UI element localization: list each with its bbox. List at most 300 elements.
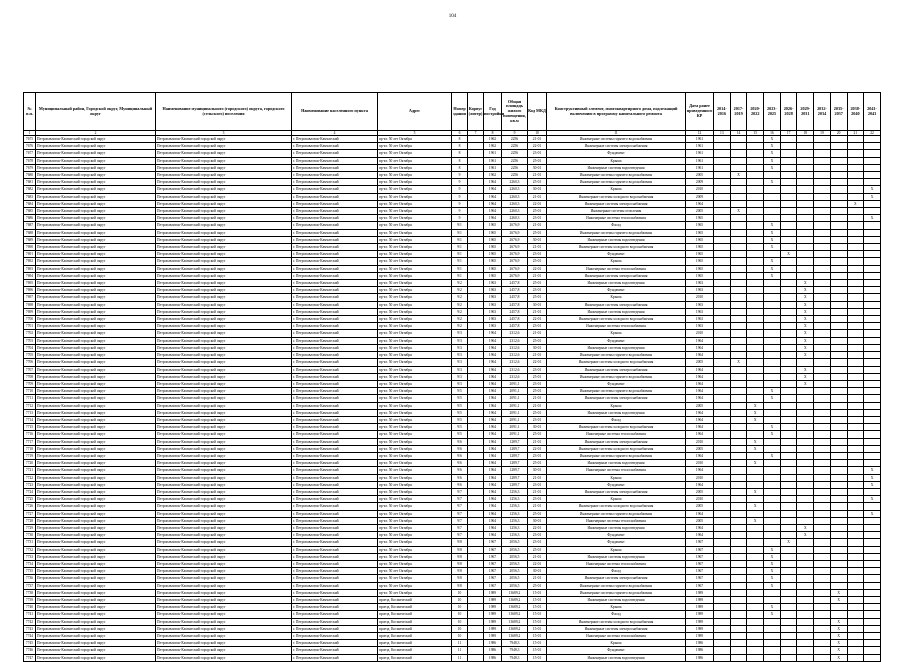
build-year-cell: 1964 bbox=[484, 352, 502, 359]
period-cell bbox=[780, 208, 797, 215]
element-cell: Инженерные системы водоотведения bbox=[547, 524, 686, 531]
last-repair-cell: 1986 bbox=[686, 640, 714, 647]
period-cell bbox=[747, 481, 764, 488]
period-cell bbox=[780, 517, 797, 524]
period-cell bbox=[864, 323, 881, 330]
element-cell: Инженерные системы холодного водоснабжения bbox=[547, 445, 686, 452]
area-cell: 2457,8 bbox=[502, 323, 528, 330]
table-row bbox=[24, 409, 881, 416]
address-cell: пр-кт. 50 лет Октября bbox=[378, 229, 452, 236]
period-cell bbox=[797, 424, 814, 431]
period-cell bbox=[780, 157, 797, 164]
code-cell: 21-01 bbox=[528, 402, 547, 409]
last-repair-cell: 1965 bbox=[686, 215, 714, 222]
last-repair-cell: 2010 bbox=[686, 496, 714, 503]
district-cell: Петропавловск-Камчатский городской округ bbox=[36, 589, 156, 596]
municipality-cell: Петропавловск-Камчатский городской округ bbox=[156, 524, 292, 531]
last-repair-cell: 2010 bbox=[686, 438, 714, 445]
settlement-cell: г. Петропавловск-Камчатский bbox=[292, 380, 378, 387]
settlement-cell: г. Петропавловск-Камчатский bbox=[292, 474, 378, 481]
building-number-cell: 9/1 bbox=[452, 272, 468, 279]
period-cell bbox=[780, 258, 797, 265]
building-corpus-cell bbox=[468, 366, 484, 373]
period-cell bbox=[714, 647, 731, 654]
period-cell bbox=[714, 510, 731, 517]
period-cell bbox=[814, 388, 831, 395]
settlement-cell: г. Петропавловск-Камчатский bbox=[292, 524, 378, 531]
address-cell: пр-кт. 50 лет Октября bbox=[378, 323, 452, 330]
period-cell bbox=[730, 474, 747, 481]
building-corpus-cell bbox=[468, 416, 484, 423]
period-cell bbox=[780, 524, 797, 531]
period-mark: X bbox=[864, 496, 881, 503]
period-cell bbox=[864, 517, 881, 524]
last-repair-cell: 2005 bbox=[686, 445, 714, 452]
row-number: 7699 bbox=[24, 308, 36, 315]
build-year-cell: 1964 bbox=[484, 524, 502, 531]
area-cell: 1256,3 bbox=[502, 524, 528, 531]
last-repair-cell: 1967 bbox=[686, 582, 714, 589]
building-number-cell: 9/1 bbox=[452, 244, 468, 251]
build-year-cell: 1986 bbox=[484, 654, 502, 661]
building-number-cell: 10 bbox=[452, 604, 468, 611]
build-year-cell: 1989 bbox=[484, 618, 502, 625]
address-cell: пр-кт. 50 лет Октября bbox=[378, 409, 452, 416]
last-repair-cell: 2010 bbox=[686, 186, 714, 193]
last-repair-cell: 2009 bbox=[686, 193, 714, 200]
area-cell: 2676,9 bbox=[502, 244, 528, 251]
build-year-cell: 1964 bbox=[484, 409, 502, 416]
period-mark: X bbox=[797, 301, 814, 308]
period-cell bbox=[797, 582, 814, 589]
period-cell bbox=[780, 179, 797, 186]
element-cell: Инженерные системы водоотведения bbox=[547, 553, 686, 560]
period-cell bbox=[814, 431, 831, 438]
period-cell bbox=[830, 510, 847, 517]
period-cell bbox=[847, 524, 864, 531]
period-cell bbox=[830, 366, 847, 373]
column-index: 10 bbox=[528, 131, 547, 136]
district-cell: Петропавловск-Камчатский городской округ bbox=[36, 640, 156, 647]
row-number: 7738 bbox=[24, 589, 36, 596]
period-cell bbox=[797, 517, 814, 524]
settlement-cell: г. Петропавловск-Камчатский bbox=[292, 229, 378, 236]
period-cell bbox=[730, 438, 747, 445]
area-cell: 2091,1 bbox=[502, 380, 528, 387]
table-row bbox=[24, 301, 881, 308]
municipality-cell: Петропавловск-Камчатский городской округ bbox=[156, 301, 292, 308]
area-cell: 2676,9 bbox=[502, 236, 528, 243]
settlement-cell: г. Петропавловск-Камчатский bbox=[292, 539, 378, 546]
period-cell bbox=[764, 344, 781, 351]
municipality-cell: Петропавловск-Камчатский городской округ bbox=[156, 359, 292, 366]
district-cell: Петропавловск-Камчатский городской округ bbox=[36, 316, 156, 323]
period-cell bbox=[730, 236, 747, 243]
period-mark: X bbox=[764, 431, 781, 438]
period-cell bbox=[714, 539, 731, 546]
element-cell: Крыша bbox=[547, 186, 686, 193]
period-cell bbox=[864, 287, 881, 294]
settlement-cell: г. Петропавловск-Камчатский bbox=[292, 546, 378, 553]
element-cell: Инженерные системы электроснабжения bbox=[547, 488, 686, 495]
area-cell: 1256,3 bbox=[502, 496, 528, 503]
row-number: 7727 bbox=[24, 510, 36, 517]
district-cell: Петропавловск-Камчатский городской округ bbox=[36, 416, 156, 423]
address-cell: пр-кт. 50 лет Октября bbox=[378, 172, 452, 179]
last-repair-cell: 1961 bbox=[686, 164, 714, 171]
period-cell bbox=[814, 280, 831, 287]
last-repair-cell: 1965 bbox=[686, 258, 714, 265]
code-cell: 25-01 bbox=[528, 179, 547, 186]
build-year-cell: 1964 bbox=[484, 344, 502, 351]
period-cell bbox=[814, 604, 831, 611]
building-corpus-cell bbox=[468, 208, 484, 215]
last-repair-cell: 1964 bbox=[686, 424, 714, 431]
code-cell: 23-01 bbox=[528, 150, 547, 157]
build-year-cell: 1964 bbox=[484, 496, 502, 503]
element-cell: Инженерные системы электроснабжения bbox=[547, 366, 686, 373]
code-cell: 25-01 bbox=[528, 258, 547, 265]
building-number-cell: 9/5 bbox=[452, 416, 468, 423]
period-cell bbox=[747, 186, 764, 193]
period-cell bbox=[830, 193, 847, 200]
address-cell: проезд. Космический bbox=[378, 640, 452, 647]
column-header: Наименование муниципального (городского) округа, городского (сельского) поселения bbox=[156, 93, 292, 131]
period-cell bbox=[780, 244, 797, 251]
last-repair-cell: 1964 bbox=[686, 344, 714, 351]
code-cell: 25-01 bbox=[528, 280, 547, 287]
settlement-cell: г. Петропавловск-Камчатский bbox=[292, 611, 378, 618]
code-cell: 25-01 bbox=[528, 208, 547, 215]
period-cell bbox=[730, 503, 747, 510]
period-cell bbox=[847, 503, 864, 510]
settlement-cell: г. Петропавловск-Камчатский bbox=[292, 496, 378, 503]
settlement-cell: г. Петропавловск-Камчатский bbox=[292, 172, 378, 179]
period-cell bbox=[847, 560, 864, 567]
table-row bbox=[24, 150, 881, 157]
district-cell: Петропавловск-Камчатский городской округ bbox=[36, 229, 156, 236]
period-cell bbox=[830, 474, 847, 481]
period-cell bbox=[747, 373, 764, 380]
period-cell bbox=[714, 618, 731, 625]
row-number: 7701 bbox=[24, 323, 36, 330]
settlement-cell: г. Петропавловск-Камчатский bbox=[292, 294, 378, 301]
table-row bbox=[24, 560, 881, 567]
district-cell: Петропавловск-Камчатский городской округ bbox=[36, 539, 156, 546]
period-cell bbox=[747, 568, 764, 575]
period-cell bbox=[730, 143, 747, 150]
period-cell bbox=[730, 316, 747, 323]
district-cell: Петропавловск-Камчатский городской округ bbox=[36, 172, 156, 179]
period-mark: X bbox=[797, 532, 814, 539]
settlement-cell: г. Петропавловск-Камчатский bbox=[292, 654, 378, 661]
period-cell bbox=[780, 200, 797, 207]
period-cell bbox=[780, 402, 797, 409]
last-repair-cell: 1986 bbox=[686, 647, 714, 654]
building-corpus-cell bbox=[468, 229, 484, 236]
address-cell: проезд. Космический bbox=[378, 597, 452, 604]
period-cell bbox=[780, 438, 797, 445]
address-cell: пр-кт. 50 лет Октября bbox=[378, 258, 452, 265]
table-row bbox=[24, 251, 881, 258]
period-mark: X bbox=[764, 229, 781, 236]
build-year-cell: 1964 bbox=[484, 402, 502, 409]
period-cell bbox=[847, 625, 864, 632]
settlement-cell: г. Петропавловск-Камчатский bbox=[292, 164, 378, 171]
period-cell bbox=[714, 553, 731, 560]
code-cell: 22-01 bbox=[528, 524, 547, 531]
area-cell: 2056,5 bbox=[502, 568, 528, 575]
building-number-cell: 9/6 bbox=[452, 481, 468, 488]
code-cell: 22-01 bbox=[528, 359, 547, 366]
period-mark: X bbox=[764, 272, 781, 279]
settlement-cell: г. Петропавловск-Камчатский bbox=[292, 647, 378, 654]
settlement-cell: г. Петропавловск-Камчатский bbox=[292, 344, 378, 351]
period-mark: X bbox=[730, 359, 747, 366]
district-cell: Петропавловск-Камчатский городской округ bbox=[36, 467, 156, 474]
settlement-cell: г. Петропавловск-Камчатский bbox=[292, 244, 378, 251]
district-cell: Петропавловск-Камчатский городской округ bbox=[36, 208, 156, 215]
building-corpus-cell bbox=[468, 157, 484, 164]
row-number: 7696 bbox=[24, 287, 36, 294]
settlement-cell: г. Петропавловск-Камчатский bbox=[292, 560, 378, 567]
build-year-cell: 1964 bbox=[484, 481, 502, 488]
municipality-cell: Петропавловск-Камчатский городской округ bbox=[156, 229, 292, 236]
period-cell bbox=[814, 164, 831, 171]
district-cell: Петропавловск-Камчатский городской округ bbox=[36, 431, 156, 438]
row-number: 7709 bbox=[24, 380, 36, 387]
period-cell bbox=[747, 589, 764, 596]
period-cell bbox=[814, 597, 831, 604]
period-cell bbox=[747, 582, 764, 589]
period-cell bbox=[780, 510, 797, 517]
period-cell bbox=[714, 654, 731, 661]
table-row bbox=[24, 438, 881, 445]
period-cell bbox=[747, 496, 764, 503]
column-index: 7 bbox=[468, 131, 484, 136]
period-cell bbox=[780, 294, 797, 301]
code-cell: 30-01 bbox=[528, 424, 547, 431]
municipality-cell: Петропавловск-Камчатский городской округ bbox=[156, 186, 292, 193]
municipality-cell: Петропавловск-Камчатский городской округ bbox=[156, 460, 292, 467]
last-repair-cell: 2005 bbox=[686, 208, 714, 215]
build-year-cell: 1964 bbox=[484, 359, 502, 366]
code-cell: 15-01 bbox=[528, 625, 547, 632]
building-corpus-cell bbox=[468, 359, 484, 366]
period-cell bbox=[780, 503, 797, 510]
period-cell bbox=[764, 301, 781, 308]
element-cell: Крыша bbox=[547, 294, 686, 301]
district-cell: Петропавловск-Камчатский городской округ bbox=[36, 301, 156, 308]
building-corpus-cell bbox=[468, 647, 484, 654]
period-cell bbox=[830, 611, 847, 618]
period-cell bbox=[730, 280, 747, 287]
building-corpus-cell bbox=[468, 532, 484, 539]
address-cell: пр-кт. 50 лет Октября bbox=[378, 222, 452, 229]
table-row bbox=[24, 395, 881, 402]
period-cell bbox=[814, 416, 831, 423]
last-repair-cell: 1965 bbox=[686, 272, 714, 279]
period-cell bbox=[847, 546, 864, 553]
period-cell bbox=[847, 532, 864, 539]
element-cell: Инженерные системы холодного водоснабжения bbox=[547, 193, 686, 200]
table-row bbox=[24, 236, 881, 243]
last-repair-cell: 1961 bbox=[686, 157, 714, 164]
area-cell: 1289,7 bbox=[502, 474, 528, 481]
address-cell: пр-кт. 50 лет Октября bbox=[378, 395, 452, 402]
build-year-cell: 1967 bbox=[484, 546, 502, 553]
settlement-cell: г. Петропавловск-Камчатский bbox=[292, 503, 378, 510]
building-number-cell: 10 bbox=[452, 618, 468, 625]
building-number-cell: 9/5 bbox=[452, 409, 468, 416]
period-cell bbox=[864, 582, 881, 589]
period-cell bbox=[864, 251, 881, 258]
table-row bbox=[24, 647, 881, 654]
period-mark: X bbox=[864, 474, 881, 481]
settlement-cell: г. Петропавловск-Камчатский bbox=[292, 215, 378, 222]
period-cell bbox=[747, 301, 764, 308]
period-cell bbox=[830, 272, 847, 279]
building-number-cell: 10 bbox=[452, 611, 468, 618]
element-cell: Фундамент bbox=[547, 287, 686, 294]
period-cell bbox=[747, 337, 764, 344]
code-cell: 23-01 bbox=[528, 380, 547, 387]
period-cell bbox=[847, 150, 864, 157]
code-cell: 15-01 bbox=[528, 633, 547, 640]
period-cell bbox=[764, 373, 781, 380]
building-number-cell: 9/8 bbox=[452, 568, 468, 575]
municipality-cell: Петропавловск-Камчатский городской округ bbox=[156, 380, 292, 387]
code-cell: 30-01 bbox=[528, 164, 547, 171]
area-cell: 2091,1 bbox=[502, 409, 528, 416]
period-cell bbox=[864, 452, 881, 459]
row-number: 7733 bbox=[24, 553, 36, 560]
address-cell: проезд. Космический bbox=[378, 604, 452, 611]
element-cell: Инженерные системы холодного водоснабжения bbox=[547, 618, 686, 625]
district-cell: Петропавловск-Камчатский городской округ bbox=[36, 452, 156, 459]
period-cell bbox=[730, 265, 747, 272]
period-cell bbox=[814, 445, 831, 452]
code-cell: 22-01 bbox=[528, 200, 547, 207]
code-cell: 21-01 bbox=[528, 244, 547, 251]
period-cell bbox=[830, 395, 847, 402]
row-number: 7681 bbox=[24, 179, 36, 186]
area-cell: 2256 bbox=[502, 164, 528, 171]
period-cell bbox=[814, 452, 831, 459]
period-cell bbox=[730, 460, 747, 467]
element-cell: Инженерные системы горячего водоснабжения bbox=[547, 179, 686, 186]
period-cell bbox=[830, 539, 847, 546]
building-corpus-cell bbox=[468, 316, 484, 323]
municipality-cell: Петропавловск-Камчатский городской округ bbox=[156, 352, 292, 359]
element-cell: Крыша bbox=[547, 157, 686, 164]
period-cell bbox=[847, 452, 864, 459]
element-cell: Крыша bbox=[547, 496, 686, 503]
period-cell bbox=[847, 186, 864, 193]
period-cell bbox=[797, 244, 814, 251]
period-cell bbox=[764, 402, 781, 409]
period-cell bbox=[797, 474, 814, 481]
period-mark: X bbox=[747, 402, 764, 409]
period-cell bbox=[814, 186, 831, 193]
period-cell bbox=[730, 244, 747, 251]
period-cell bbox=[780, 136, 797, 143]
period-cell bbox=[780, 164, 797, 171]
period-cell bbox=[764, 352, 781, 359]
building-number-cell: 9/5 bbox=[452, 431, 468, 438]
row-number: 7712 bbox=[24, 402, 36, 409]
code-cell: 15-01 bbox=[528, 640, 547, 647]
table-row bbox=[24, 546, 881, 553]
area-cell: 7948,3 bbox=[502, 654, 528, 661]
period-cell bbox=[814, 474, 831, 481]
element-cell: Фундамент bbox=[547, 380, 686, 387]
period-mark: X bbox=[797, 373, 814, 380]
period-cell bbox=[830, 164, 847, 171]
district-cell: Петропавловск-Камчатский городской округ bbox=[36, 344, 156, 351]
period-mark: X bbox=[764, 143, 781, 150]
period-cell bbox=[730, 517, 747, 524]
period-cell bbox=[830, 222, 847, 229]
district-cell: Петропавловск-Камчатский городской округ bbox=[36, 280, 156, 287]
period-cell bbox=[780, 373, 797, 380]
element-cell: Инженерные системы электроснабжения bbox=[547, 272, 686, 279]
period-cell bbox=[764, 524, 781, 531]
district-cell: Петропавловск-Камчатский городской округ bbox=[36, 294, 156, 301]
settlement-cell: г. Петропавловск-Камчатский bbox=[292, 388, 378, 395]
table-row bbox=[24, 366, 881, 373]
table-row bbox=[24, 272, 881, 279]
element-cell: Крыша bbox=[547, 402, 686, 409]
address-cell: пр-кт. 50 лет Октября bbox=[378, 445, 452, 452]
period-cell bbox=[814, 272, 831, 279]
municipality-cell: Петропавловск-Камчатский городской округ bbox=[156, 193, 292, 200]
district-cell: Петропавловск-Камчатский городской округ bbox=[36, 251, 156, 258]
code-cell: 15-01 bbox=[528, 654, 547, 661]
municipality-cell: Петропавловск-Камчатский городской округ bbox=[156, 258, 292, 265]
district-cell: Петропавловск-Камчатский городской округ bbox=[36, 136, 156, 143]
period-cell bbox=[730, 524, 747, 531]
table-row bbox=[24, 388, 881, 395]
column-header: 2038-2040 bbox=[847, 93, 864, 131]
period-cell bbox=[797, 359, 814, 366]
area-cell: 2676,9 bbox=[502, 229, 528, 236]
period-mark: X bbox=[780, 539, 797, 546]
building-corpus-cell bbox=[468, 618, 484, 625]
municipality-cell: Петропавловск-Камчатский городской округ bbox=[156, 575, 292, 582]
period-cell bbox=[864, 633, 881, 640]
period-cell bbox=[797, 589, 814, 596]
municipality-cell: Петропавловск-Камчатский городской округ bbox=[156, 366, 292, 373]
build-year-cell: 1965 bbox=[484, 272, 502, 279]
element-cell: Инженерные системы водоотведения bbox=[547, 164, 686, 171]
period-cell bbox=[730, 287, 747, 294]
period-cell bbox=[764, 200, 781, 207]
building-number-cell: 9/7 bbox=[452, 488, 468, 495]
district-cell: Петропавловск-Камчатский городской округ bbox=[36, 323, 156, 330]
address-cell: пр-кт. 50 лет Октября bbox=[378, 352, 452, 359]
column-header: Дата ранее проведенного КР bbox=[686, 93, 714, 131]
code-cell: 21-01 bbox=[528, 352, 547, 359]
municipality-cell: Петропавловск-Камчатский городской округ bbox=[156, 215, 292, 222]
period-cell bbox=[747, 633, 764, 640]
period-cell bbox=[864, 654, 881, 661]
area-cell: 2056,5 bbox=[502, 582, 528, 589]
last-repair-cell: 1964 bbox=[686, 431, 714, 438]
code-cell: 21-01 bbox=[528, 272, 547, 279]
build-year-cell: 1964 bbox=[484, 395, 502, 402]
period-cell bbox=[830, 251, 847, 258]
